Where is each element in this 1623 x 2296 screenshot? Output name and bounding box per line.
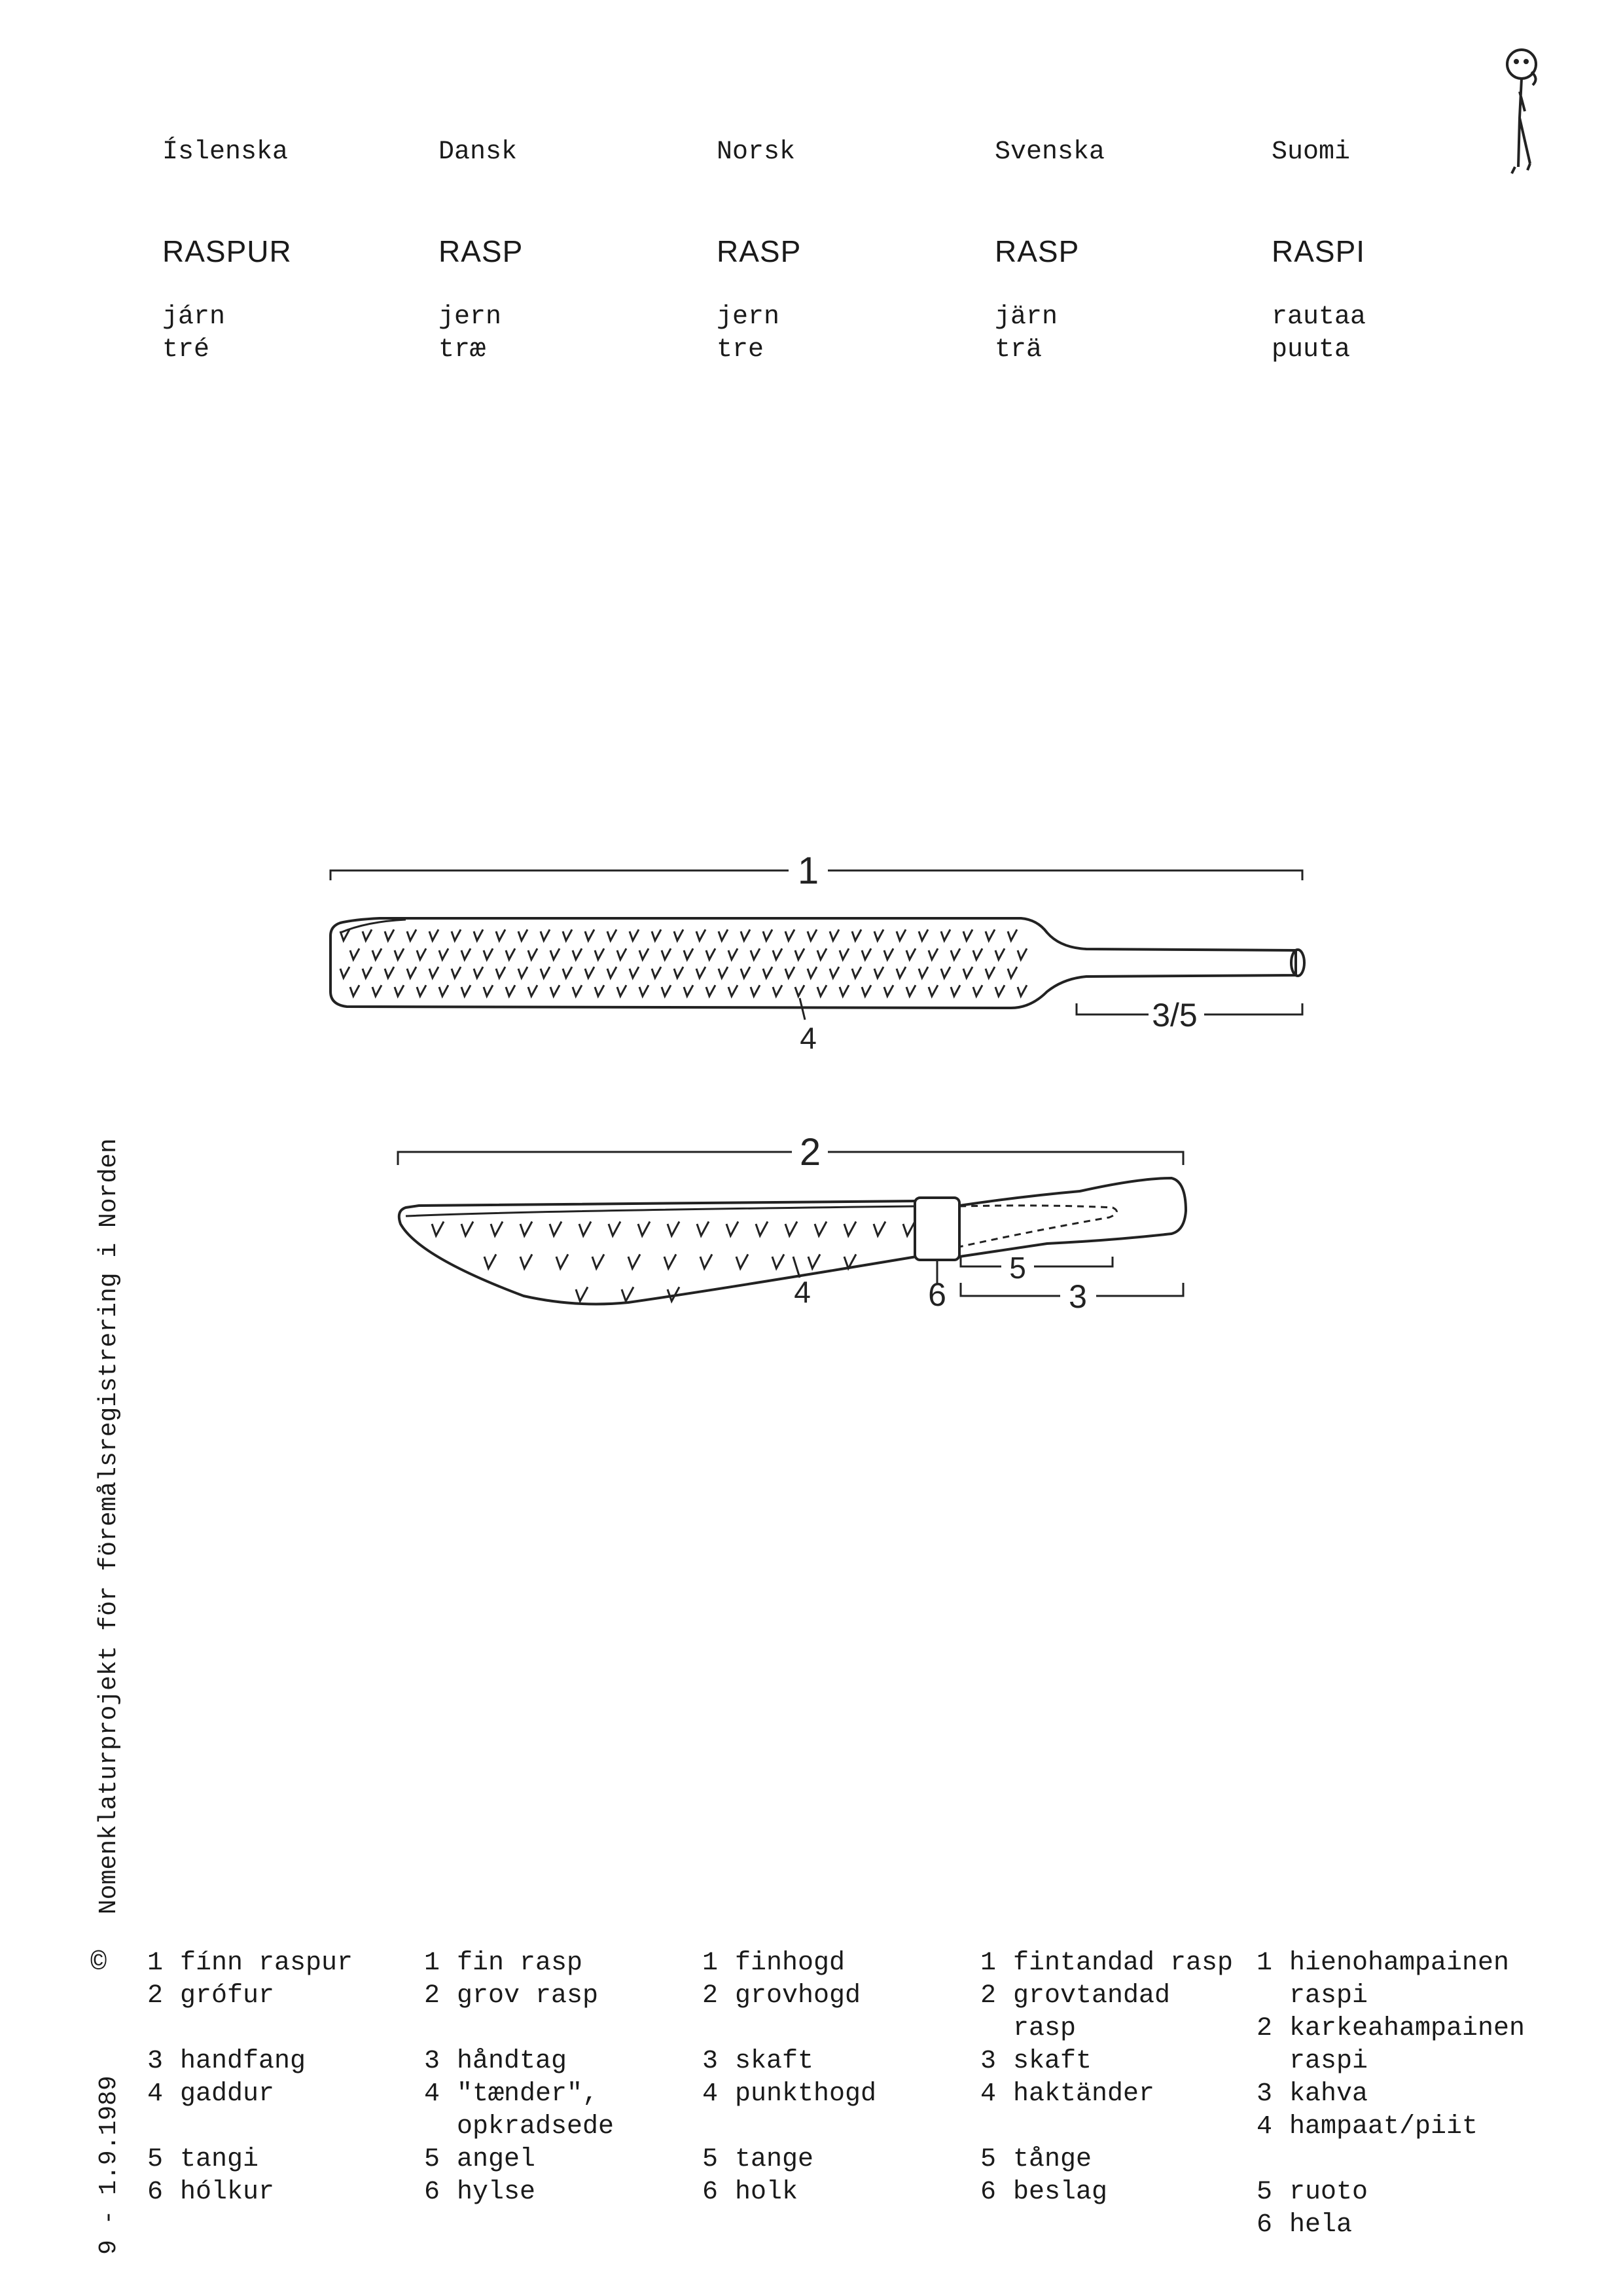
- tooth-mark: [906, 948, 916, 960]
- term-heading: RASP: [438, 234, 524, 268]
- handle: [959, 1178, 1186, 1257]
- legend-item: [702, 1947, 971, 1980]
- label-3: 3: [1069, 1278, 1087, 1315]
- legend-item: [147, 1980, 416, 2013]
- legend-number: 6: [147, 2178, 164, 2207]
- material-list: [995, 301, 1058, 367]
- tooth-mark: [884, 985, 893, 996]
- legend-item: [424, 2045, 692, 2078]
- tooth-mark: [808, 929, 817, 941]
- legend-number: 2: [702, 1981, 719, 2011]
- legend-label: kahva: [1289, 2079, 1368, 2109]
- tooth-mark: [630, 967, 639, 978]
- tooth-mark: [592, 1254, 604, 1268]
- fine-rasp-body: [330, 918, 1296, 1008]
- legend-number: 3: [424, 2047, 440, 2076]
- tooth-mark: [852, 929, 861, 941]
- tooth-mark: [696, 967, 705, 978]
- copyright-symbol: ©: [90, 1947, 107, 1979]
- tooth-mark: [700, 1254, 712, 1268]
- tooth-mark: [452, 929, 461, 941]
- tooth-mark: [795, 948, 804, 960]
- tooth-mark: [563, 967, 572, 978]
- legend-item: [702, 2176, 971, 2209]
- label-1: 1: [797, 850, 819, 892]
- legend-number: 6: [980, 2178, 997, 2207]
- legend-label: grov rasp: [457, 1981, 599, 2011]
- tooth-mark: [372, 948, 382, 960]
- tooth-mark: [773, 948, 782, 960]
- tooth-mark: [520, 1254, 532, 1268]
- fine-teeth: [340, 929, 1027, 996]
- tooth-mark: [963, 929, 972, 941]
- legend-item: [980, 2078, 1249, 2111]
- material-item: træ: [438, 335, 486, 365]
- tooth-mark: [439, 948, 448, 960]
- tooth-mark: [840, 985, 849, 996]
- tooth-mark: [609, 1221, 620, 1236]
- tooth-mark: [929, 985, 938, 996]
- tooth-mark: [573, 948, 582, 960]
- tooth-mark: [452, 967, 461, 978]
- tooth-mark: [520, 1221, 532, 1236]
- tooth-mark: [363, 929, 372, 941]
- tooth-mark: [903, 1221, 915, 1236]
- legend-item: [980, 2144, 1249, 2176]
- legend-column: [702, 1947, 971, 2209]
- legend-number: 3: [702, 2047, 719, 2076]
- legend-item: [424, 2144, 692, 2176]
- tooth-mark: [719, 929, 728, 941]
- legend-label: holk: [735, 2178, 798, 2207]
- tooth-mark: [1018, 985, 1027, 996]
- legend-number: 6: [702, 2178, 719, 2207]
- legend-label: fintandad rasp: [1013, 1948, 1234, 1978]
- tooth-mark: [617, 985, 626, 996]
- language-heading: Dansk: [438, 137, 518, 167]
- tooth-mark: [628, 1254, 640, 1268]
- tooth-mark: [662, 948, 671, 960]
- ferrule: [915, 1198, 959, 1260]
- tooth-mark: [585, 929, 594, 941]
- legend-item: [147, 2045, 416, 2078]
- legend-number: 6: [424, 2178, 440, 2207]
- tooth-mark: [407, 929, 416, 941]
- tooth-mark: [439, 985, 448, 996]
- tooth-mark: [906, 985, 916, 996]
- legend-number: 5: [702, 2145, 719, 2174]
- tooth-mark: [862, 985, 871, 996]
- tooth-mark: [652, 967, 661, 978]
- label-5: 5: [1009, 1251, 1026, 1285]
- tooth-mark: [518, 929, 527, 941]
- tooth-mark: [395, 985, 404, 996]
- tooth-mark: [706, 985, 715, 996]
- tooth-mark: [1008, 967, 1017, 978]
- tooth-mark: [751, 985, 760, 996]
- tooth-mark: [372, 985, 382, 996]
- legend-item: [424, 2176, 692, 2209]
- legend-item: [702, 2144, 971, 2176]
- legend-number: 1: [424, 1948, 440, 1978]
- tooth-mark: [541, 929, 550, 941]
- legend-label: "tænder", opkradsede: [457, 2079, 615, 2142]
- tooth-mark: [973, 948, 982, 960]
- legend-label: angel: [457, 2145, 536, 2174]
- tooth-mark: [363, 967, 372, 978]
- tooth-mark: [528, 985, 537, 996]
- term-heading: RASP: [995, 234, 1080, 268]
- legend-number: 5: [1257, 2178, 1273, 2207]
- tooth-mark: [973, 985, 982, 996]
- legend-number: 4: [980, 2079, 997, 2109]
- legend-item: [1257, 2111, 1525, 2144]
- legend-label: punkthogd: [735, 2079, 877, 2109]
- tooth-mark: [697, 1221, 709, 1236]
- legend-item: [147, 2144, 416, 2176]
- tooth-mark: [773, 985, 782, 996]
- tooth-mark: [541, 967, 550, 978]
- term-heading: RASPUR: [162, 234, 292, 268]
- legend-item: [980, 2045, 1249, 2078]
- legend-item: [702, 2078, 971, 2111]
- tooth-mark: [385, 967, 394, 978]
- legend-item: [980, 1980, 1249, 2045]
- legend-label: håndtag: [457, 2047, 567, 2076]
- project-logo: [1486, 39, 1558, 177]
- tooth-mark: [639, 948, 649, 960]
- dimension-5: [961, 1257, 1113, 1266]
- tooth-mark: [995, 985, 1005, 996]
- tooth-mark: [741, 929, 750, 941]
- legend-label: grófur: [180, 1981, 275, 2011]
- dimension-2: [398, 1152, 1183, 1165]
- sheet-number-date: 9 - 1.9.1989: [95, 2075, 123, 2255]
- legend-label: tånge: [1013, 2145, 1092, 2174]
- tooth-mark: [785, 967, 794, 978]
- tooth-mark: [785, 929, 794, 941]
- legend-number: 5: [424, 2145, 440, 2174]
- tooth-mark: [607, 929, 616, 941]
- tooth-mark: [461, 985, 471, 996]
- tooth-mark: [884, 948, 893, 960]
- legend-label: fin rasp: [457, 1948, 583, 1978]
- tooth-mark: [496, 967, 505, 978]
- tooth-mark: [696, 929, 705, 941]
- coarse-rasp-blade: [399, 1201, 916, 1304]
- tooth-mark: [808, 1254, 820, 1268]
- material-item: trä: [995, 335, 1043, 365]
- tooth-mark: [951, 985, 960, 996]
- legend-label: karkeahampainen raspi: [1289, 2014, 1525, 2076]
- tooth-mark: [528, 948, 537, 960]
- legend-item: [1257, 2078, 1525, 2111]
- tang-end: [1291, 950, 1304, 976]
- tooth-mark: [751, 948, 760, 960]
- language-heading: Svenska: [995, 137, 1105, 167]
- tooth-mark: [607, 967, 616, 978]
- tooth-mark: [941, 967, 950, 978]
- legend-number: 4: [147, 2079, 164, 2109]
- language-heading: Suomi: [1272, 137, 1351, 167]
- tooth-mark: [417, 985, 426, 996]
- legend-label: handfang: [180, 2047, 306, 2076]
- tooth-mark: [668, 1221, 679, 1236]
- tooth-mark: [496, 929, 505, 941]
- tooth-mark: [484, 1254, 496, 1268]
- tooth-mark: [852, 967, 861, 978]
- tooth-mark: [840, 948, 849, 960]
- legend-label: tange: [735, 2145, 814, 2174]
- tooth-mark: [830, 929, 839, 941]
- tooth-mark: [662, 985, 671, 996]
- tooth-mark: [639, 985, 649, 996]
- tooth-mark: [340, 967, 349, 978]
- legend-label: gaddur: [180, 2079, 275, 2109]
- tooth-mark: [474, 929, 483, 941]
- tooth-mark: [772, 1254, 784, 1268]
- legend-number: 4: [424, 2079, 440, 2109]
- legend-label: fínn raspur: [180, 1948, 353, 1978]
- legend-number: 1: [1257, 1948, 1273, 1978]
- tooth-mark: [726, 1221, 738, 1236]
- tooth-mark: [941, 929, 950, 941]
- material-list: [438, 301, 501, 367]
- tooth-mark: [595, 985, 604, 996]
- rasp-illustration: [0, 838, 1623, 1335]
- tooth-mark: [986, 929, 995, 941]
- legend-item: [702, 2045, 971, 2078]
- tooth-mark: [862, 948, 871, 960]
- tooth-mark: [874, 929, 883, 941]
- term-heading: RASPI: [1272, 234, 1366, 268]
- tooth-mark: [622, 1287, 633, 1301]
- tooth-mark: [576, 1287, 588, 1301]
- legend-number: 2: [424, 1981, 440, 2011]
- tooth-mark: [652, 929, 661, 941]
- tooth-mark: [484, 985, 493, 996]
- tooth-mark: [795, 985, 804, 996]
- language-heading: Norsk: [717, 137, 796, 167]
- tooth-mark: [579, 1221, 591, 1236]
- material-item: tré: [162, 335, 210, 365]
- label-teeth-fine: 4: [800, 1021, 817, 1055]
- tooth-mark: [674, 967, 683, 978]
- tooth-mark: [407, 967, 416, 978]
- legend-item: [1257, 2209, 1525, 2242]
- tooth-mark: [756, 1221, 768, 1236]
- legend-label: hólkur: [180, 2178, 275, 2207]
- tooth-mark: [817, 948, 827, 960]
- legend-label: hampaat/piit: [1289, 2112, 1478, 2142]
- material-item: järn: [995, 302, 1058, 332]
- legend-number: 2: [1257, 2014, 1273, 2043]
- tooth-mark: [506, 948, 515, 960]
- tooth-mark: [919, 967, 928, 978]
- legend-number: 3: [980, 2047, 997, 2076]
- legend-label: beslag: [1013, 2178, 1108, 2207]
- tooth-mark: [573, 985, 582, 996]
- tooth-mark: [432, 1221, 444, 1236]
- legend-item: [702, 1980, 971, 2013]
- tooth-mark: [785, 1221, 797, 1236]
- material-list: [1272, 301, 1366, 367]
- tooth-mark: [674, 929, 683, 941]
- label-6: 6: [928, 1276, 946, 1313]
- legend-item: [1257, 2176, 1525, 2209]
- tooth-mark: [638, 1221, 650, 1236]
- legend-number: 1: [980, 1948, 997, 1978]
- legend-item: [424, 1947, 692, 1980]
- material-list: [717, 301, 779, 367]
- tooth-mark: [350, 948, 359, 960]
- tooth-mark: [728, 985, 738, 996]
- legend-label: skaft: [1013, 2047, 1092, 2076]
- material-item: jern: [717, 302, 780, 332]
- term-heading: RASP: [717, 234, 802, 268]
- label-teeth-coarse: 4: [794, 1275, 811, 1309]
- tooth-mark: [817, 985, 827, 996]
- legend-item: [1257, 2013, 1525, 2078]
- tooth-mark: [684, 985, 693, 996]
- tooth-mark: [550, 985, 560, 996]
- tooth-mark: [518, 967, 527, 978]
- legend-label: finhogd: [735, 1948, 846, 1978]
- tooth-mark: [830, 967, 839, 978]
- legend-item: [424, 2078, 692, 2144]
- legend-label: hela: [1289, 2210, 1353, 2240]
- material-item: tre: [717, 335, 764, 365]
- legend-number: 4: [702, 2079, 719, 2109]
- tooth-mark: [986, 967, 995, 978]
- tooth-mark: [461, 948, 471, 960]
- legend-number: 3: [1257, 2079, 1273, 2109]
- tooth-mark: [951, 948, 960, 960]
- legend-number: 4: [1257, 2112, 1273, 2142]
- legend-label: ruoto: [1289, 2178, 1368, 2207]
- tooth-mark: [429, 967, 438, 978]
- tooth-mark: [897, 967, 906, 978]
- label-3-5: 3/5: [1152, 997, 1198, 1033]
- legend-item: [980, 1947, 1249, 1980]
- material-item: rautaa: [1272, 302, 1366, 332]
- tooth-mark: [963, 967, 972, 978]
- legend-item: [980, 2176, 1249, 2209]
- tooth-mark: [429, 929, 438, 941]
- tooth-mark: [815, 1221, 827, 1236]
- legend-item: [147, 2078, 416, 2111]
- tooth-mark: [763, 967, 772, 978]
- tooth-mark: [728, 948, 738, 960]
- tooth-mark: [550, 948, 560, 960]
- tooth-mark: [617, 948, 626, 960]
- legend-number: 1: [702, 1948, 719, 1978]
- legend-number: 1: [147, 1948, 164, 1978]
- legend-item: [147, 1947, 416, 1980]
- legend-label: haktänder: [1013, 2079, 1155, 2109]
- tooth-mark: [929, 948, 938, 960]
- tooth-mark: [550, 1221, 562, 1236]
- tooth-mark: [763, 929, 772, 941]
- legend-label: grovhogd: [735, 1981, 861, 2011]
- legend-number: 2: [980, 1981, 997, 2011]
- material-item: puuta: [1272, 335, 1351, 365]
- legend-label: hylse: [457, 2178, 536, 2207]
- tooth-mark: [595, 948, 604, 960]
- label-2: 2: [799, 1131, 821, 1174]
- tooth-mark: [874, 967, 883, 978]
- legend-number: 6: [1257, 2210, 1273, 2240]
- legend-label: grovtandad rasp: [1013, 1981, 1171, 2043]
- tooth-mark: [706, 948, 715, 960]
- tooth-mark: [395, 948, 404, 960]
- tooth-mark: [630, 929, 639, 941]
- legend-label: tangi: [180, 2145, 259, 2174]
- material-list: [162, 301, 225, 367]
- tooth-mark: [585, 967, 594, 978]
- tooth-mark: [919, 929, 928, 941]
- legend-number: 2: [147, 1981, 164, 2011]
- tooth-mark: [995, 948, 1005, 960]
- legend-label: skaft: [735, 2047, 814, 2076]
- tooth-mark: [1008, 929, 1017, 941]
- tooth-mark: [844, 1221, 856, 1236]
- tooth-mark: [417, 948, 426, 960]
- tooth-mark: [385, 929, 394, 941]
- legend-column: [147, 1947, 416, 2209]
- tooth-mark: [719, 967, 728, 978]
- legend-number: 3: [147, 2047, 164, 2076]
- material-item: jern: [438, 302, 502, 332]
- tooth-mark: [664, 1254, 676, 1268]
- legend-column: [424, 1947, 692, 2209]
- legend-number: 5: [147, 2145, 164, 2174]
- tooth-mark: [556, 1254, 568, 1268]
- project-name: Nomenklaturprojekt för föremålsregistrering i Norden: [95, 1138, 123, 1914]
- legend-item: [424, 1980, 692, 2013]
- material-item: járn: [162, 302, 226, 332]
- tooth-mark: [808, 967, 817, 978]
- tooth-mark: [461, 1221, 473, 1236]
- legend-number: 5: [980, 2145, 997, 2174]
- legend-column: [1257, 1947, 1525, 2242]
- tooth-mark: [741, 967, 750, 978]
- legend-item: [1257, 1947, 1525, 2013]
- tooth-mark: [484, 948, 493, 960]
- tooth-mark: [1018, 948, 1027, 960]
- tooth-mark: [736, 1254, 748, 1268]
- legend-label: hienohampainen raspi: [1289, 1948, 1510, 2011]
- tooth-mark: [874, 1221, 885, 1236]
- tooth-mark: [491, 1221, 503, 1236]
- tooth-mark: [897, 929, 906, 941]
- legend-item: [147, 2176, 416, 2209]
- tooth-mark: [350, 985, 359, 996]
- tooth-mark: [563, 929, 572, 941]
- legend-column: [980, 1947, 1249, 2209]
- tooth-mark: [506, 985, 515, 996]
- tooth-mark: [684, 948, 693, 960]
- language-heading: Íslenska: [162, 137, 289, 167]
- tooth-mark: [474, 967, 483, 978]
